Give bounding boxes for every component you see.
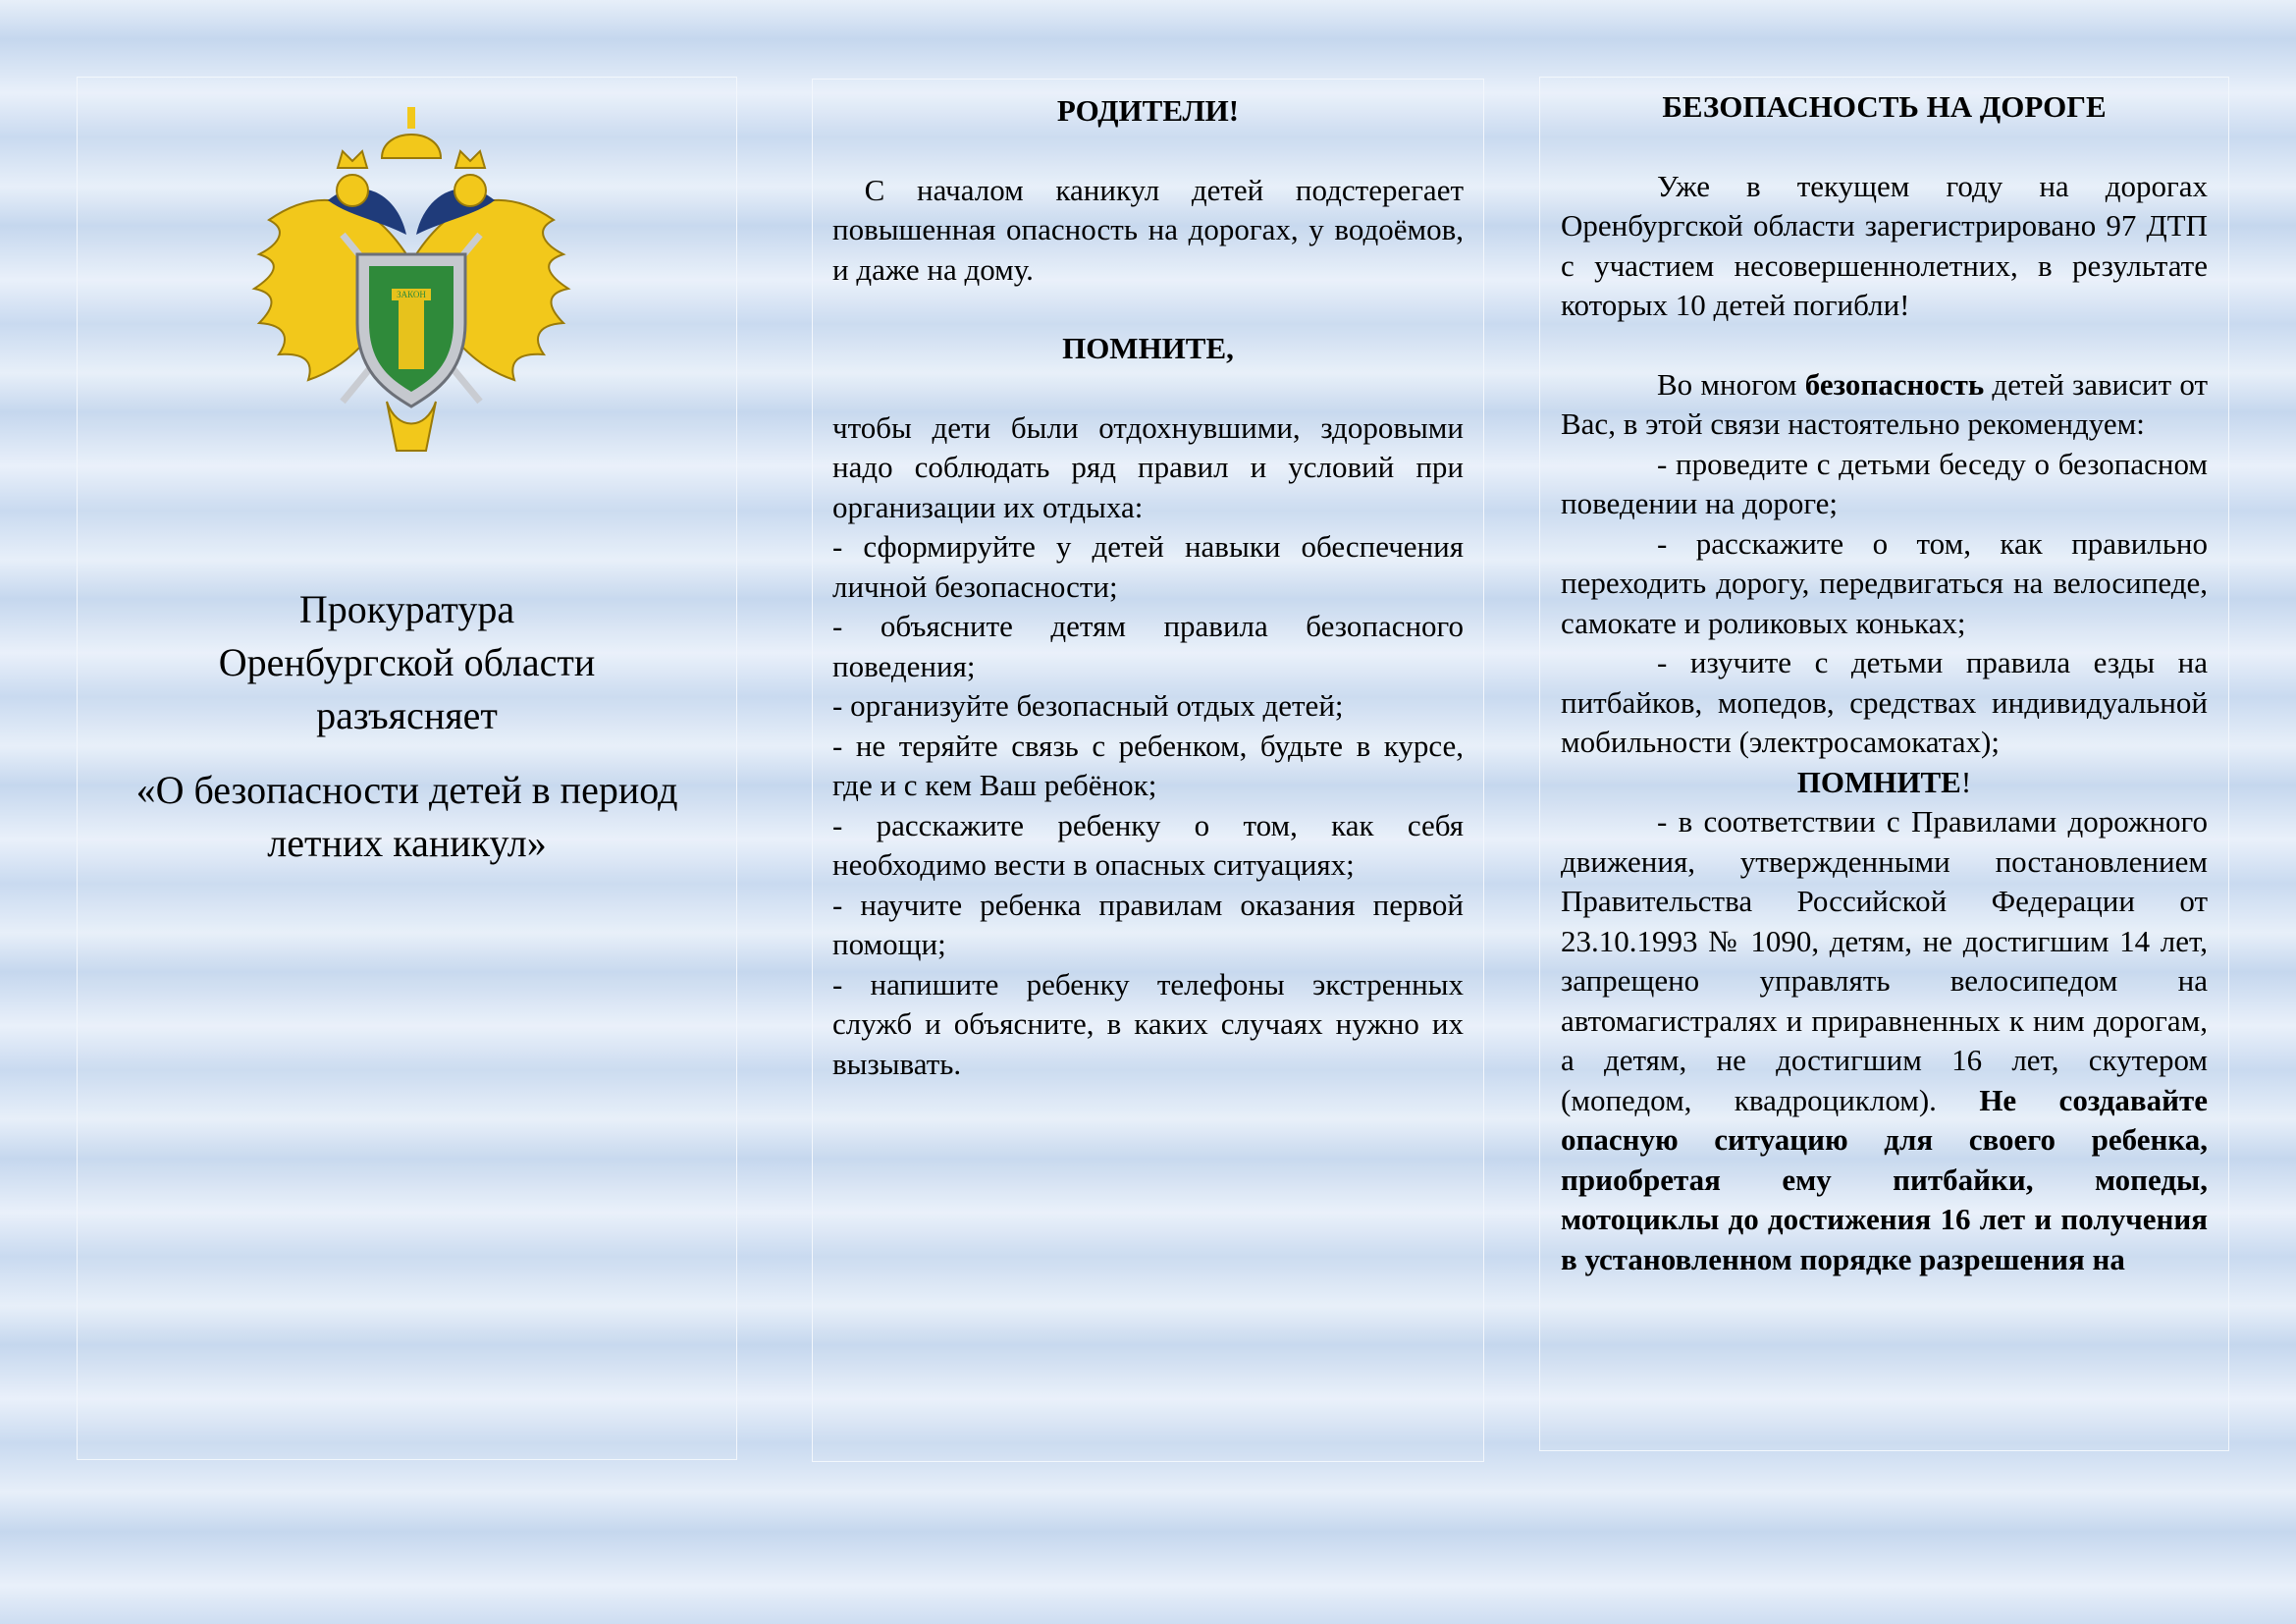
rules-paragraph (1561, 802, 2208, 1279)
list-item: - объясните детям правила безопасного поведения; (832, 609, 1464, 683)
list-item: - напишите ребенку телефоны экстренных служб и объясните, в каких случаях нужно их вызывать. (832, 966, 1464, 1081)
list-item: - изучите с детьми правила езды на питбайков, мопедов, средствах индивидуальной мобильности (электросамокатах); (1561, 645, 2208, 759)
cover-subject: «О безопасности детей в период летних каникул» (135, 768, 678, 865)
list-item: - проведите с детьми беседу о безопасном поведении на дороге; (1561, 446, 2208, 520)
list-item: - не теряйте связь с ребенком, будьте в курсе, где и с кем Ваш ребёнок; (832, 728, 1464, 802)
list-item: - расскажите о том, как правильно переходить дорогу, передвигаться на велосипеде, самокате и роликовых коньках; (1561, 525, 2208, 640)
cover-panel (77, 77, 737, 1460)
list-item: - расскажите ребенку о том, как себя необходимо вести в опасных ситуациях; (832, 807, 1464, 882)
recommend-text-start: Во многом (1657, 366, 1805, 402)
prosecutor-emblem-icon (249, 107, 573, 460)
road-safety-text (1561, 87, 2208, 1279)
recommend-text-bold: безопасность (1804, 366, 1985, 402)
parents-body: чтобы дети были отдохнувшими, здоровыми надо соблюдать ряд правил и условий при организации их отдыха: (832, 409, 1464, 524)
recommend-paragraph (1561, 365, 2208, 445)
parents-panel (812, 79, 1484, 1462)
parents-heading: РОДИТЕЛИ! (1056, 93, 1240, 128)
remember-heading: ПОМНИТЕ, (1062, 331, 1234, 365)
emblem-book-label: ЗАКОН (397, 290, 426, 299)
cover-title-block (78, 583, 736, 870)
recommend-text-end: детей зависит от Вас, в этой связи настоятельно рекомендуем: (1561, 366, 2208, 441)
road-safety-panel (1539, 77, 2229, 1451)
remember-heading-right (1561, 763, 2208, 803)
list-item: - организуйте безопасный отдых детей; (832, 688, 1344, 723)
remember-word: ПОМНИТЕ (1796, 764, 1961, 799)
remember-mark: ! (1960, 764, 1972, 799)
parents-text (832, 91, 1471, 1084)
rules-text: - в соответствии с Правилами дорожного движения, утвержденными постановлением Правительства Российской Федерации от 23.10.1993 № 1090, детям, не достигшим 14 лет, запрещено управлять велосипедом на автомагистралях и приравненных к ним дорогам, а детям, не достигшим 16 лет, скутером (мопедом, квадроциклом). (1561, 804, 2208, 1117)
list-item: - сформируйте у детей навыки обеспечения личной безопасности; (832, 529, 1464, 604)
list-item: - научите ребенка правилам оказания первой помощи; (832, 887, 1464, 961)
parents-intro: С началом каникул детей подстерегает повышенная опасность на дорогах, у водоёмов, и даже на дому. (832, 172, 1471, 287)
cover-organization: Прокуратура Оренбургской области разъясняет (218, 587, 596, 737)
rules-warning: Не создавайте опасную ситуацию для своего ребенка, приобретая ему питбайки, мопеды, мотоциклы до достижения 16 лет и получения в установленном порядке разрешения на (1561, 1082, 2208, 1276)
road-safety-heading: БЕЗОПАСНОСТЬ НА ДОРОГЕ (1662, 89, 2107, 124)
statistics-paragraph: Уже в текущем году на дорогах Оренбургской области зарегистрировано 97 ДТП с участием несовершеннолетних, в результате которых 10 детей погибли! (1561, 168, 2208, 322)
